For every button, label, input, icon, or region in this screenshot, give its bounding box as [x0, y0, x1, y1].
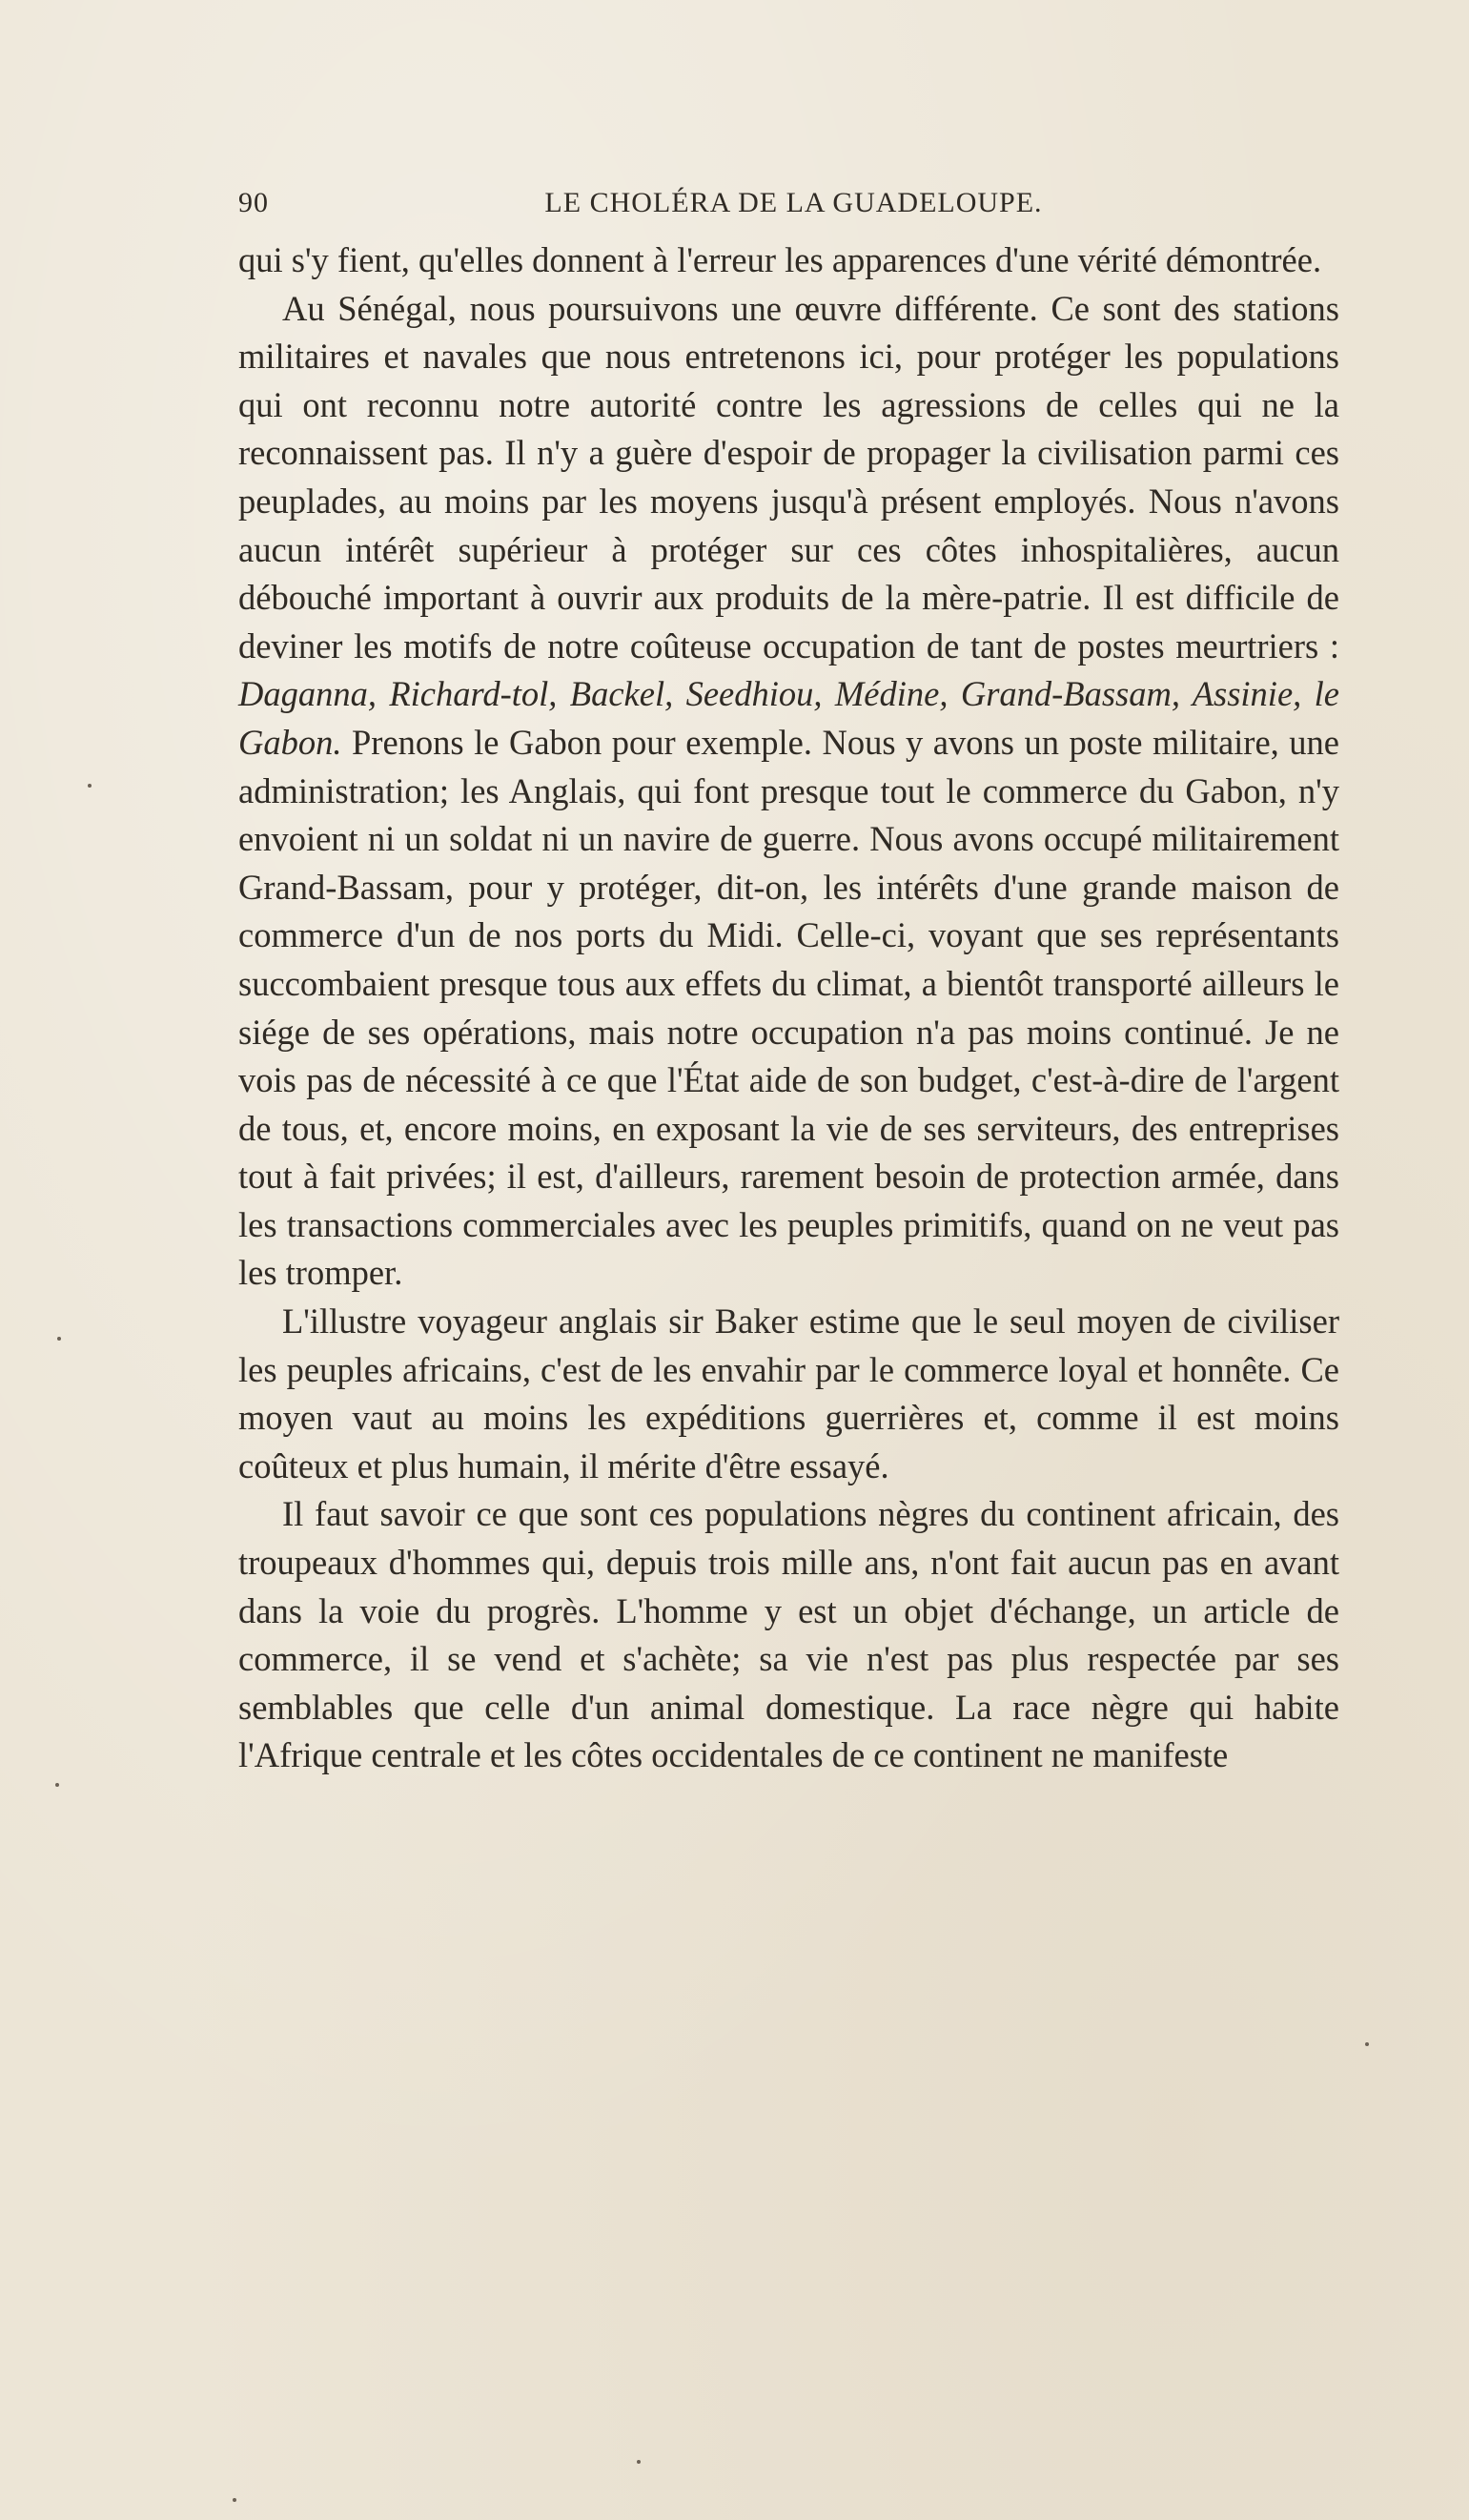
paragraph-senegal-rest: Prenons le Gabon pour exemple. Nous y avons un poste militaire, une administration; les Anglais, qui font presque tout le commerce du Gabon, n'y envoient ni un soldat ni un navire de guerre. Nous avons occupé militairement Grand-Bassam, pour y protéger, dit-on, les intérêts d'une grande maison de commerce d'un de nos ports du Midi. Celle-ci, voyant que ses représentants succombaient presque tous aux effets du climat, a bientôt transporté ailleurs le siége de ses opérations, mais notre occupation n'a pas moins continué. Je ne vois pas de nécessité à ce que l'État aide de son budget, c'est-à-dire de l'argent de tous, et, encore moins, en exposant la vie de ses serviteurs, des entreprises tout à fait privées; il est, d'ailleurs, rarement besoin de protection armée, dans les transactions commerciales avec les peuples primitifs, quand on ne veut pas les tromper.: [238, 722, 1339, 1293]
body-text: [238, 236, 1339, 1780]
paper-speck: [88, 784, 92, 788]
place-names: Daganna, Richard-tol, Backel, Seedhiou, Médine, Grand-Bassam, Assinie, le Gabon.: [238, 674, 1339, 762]
paragraph-continuation: qui s'y fient, qu'elles donnent à l'erreur les apparences d'une vérité démontrée.: [238, 240, 1322, 279]
paper-speck: [1365, 2042, 1369, 2046]
paper-speck: [233, 2498, 236, 2502]
paper-speck: [55, 1783, 59, 1787]
paragraph-senegal: [238, 285, 1339, 1298]
paragraph-populations: Il faut savoir ce que sont ces populations nègres du continent africain, des troupeaux d'hommes qui, depuis trois mille ans, n'ont fait aucun pas en avant dans la voie du progrès. L'homme y est un objet d'échange, un article de commerce, il se vend et s'achète; sa vie n'est pas plus respectée par ses semblables que celle d'un animal domestique. La race nègre qui habite l'Afrique centrale et les côtes occidentales de ce continent ne manifeste: [238, 1494, 1339, 1775]
page-header: [238, 187, 1339, 225]
page-number: 90: [238, 187, 269, 218]
running-title: LE CHOLÉRA DE LA GUADELOUPE.: [544, 187, 1043, 218]
paragraph-senegal-text: Au Sénégal, nous poursuivons une œuvre différente. Ce sont des stations militaires et navales que nous entretenons ici, pour protéger les populations qui ont reconnu notre autorité contre les agressions de celles qui ne la reconnaissent pas. Il n'y a guère d'espoir de propager la civilisation parmi ces peuplades, au moins par les moyens jusqu'à présent employés. Nous n'avons aucun intérêt supérieur à protéger sur ces côtes inhospitalières, aucun débouché important à ouvrir aux produits de la mère-patrie. Il est difficile de deviner les motifs de notre coûteuse occupation de tant de postes meurtriers :: [238, 288, 1339, 666]
paper-speck: [57, 1337, 61, 1341]
paper-speck: [637, 2460, 641, 2464]
paragraph-baker: L'illustre voyageur anglais sir Baker estime que le seul moyen de civiliser les peuples africains, c'est de les envahir par le commerce loyal et honnête. Ce moyen vaut au moins les expéditions guerrières et, comme il est moins coûteux et plus humain, il mérite d'être essayé.: [238, 1301, 1339, 1485]
